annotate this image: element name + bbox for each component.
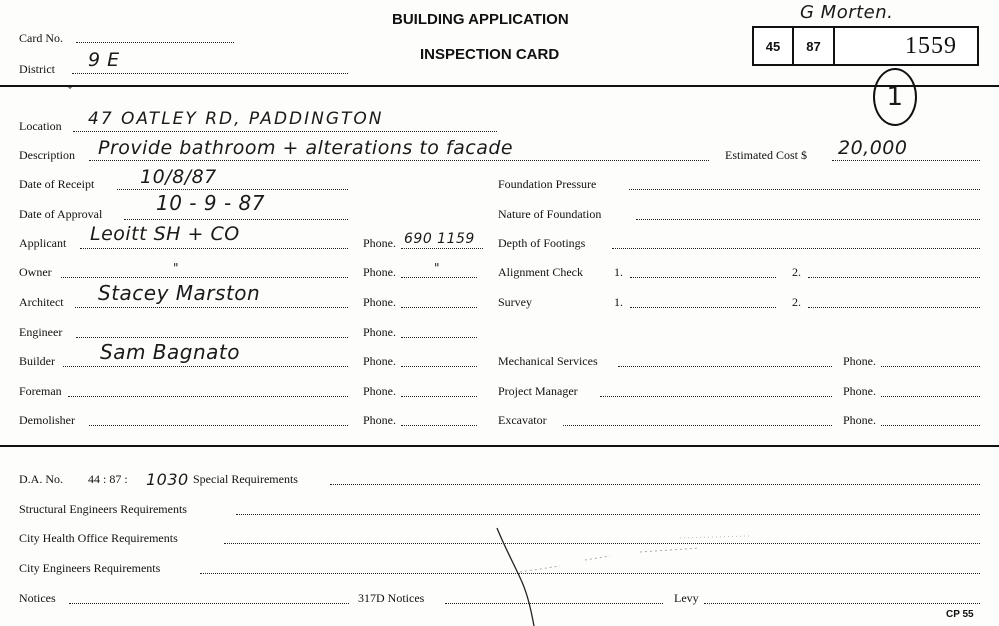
project-manager-phone-label: Phone. bbox=[843, 384, 876, 398]
date-receipt-value: 10/8/87 bbox=[140, 166, 217, 188]
notices-317d-label: 317D Notices bbox=[358, 591, 425, 605]
applicant-phone-value: 690 1159 bbox=[404, 231, 475, 247]
engineers-label: City Engineers Requirements bbox=[19, 561, 161, 575]
applicant-label: Applicant bbox=[19, 236, 67, 250]
owner-label: Owner bbox=[19, 265, 52, 279]
builder-value: Sam Bagnato bbox=[100, 340, 240, 364]
district-label: District bbox=[19, 62, 55, 76]
location-label: Location bbox=[19, 119, 62, 133]
alignment-2-label: 2. bbox=[792, 265, 801, 279]
mechanical-phone-label: Phone. bbox=[843, 354, 876, 368]
excavator-phone-label: Phone. bbox=[843, 413, 876, 427]
depth-footings-label: Depth of Footings bbox=[498, 236, 586, 250]
foreman-phone-label: Phone. bbox=[363, 384, 396, 398]
survey-label: Survey bbox=[498, 295, 532, 309]
structural-label: Structural Engineers Requirements bbox=[19, 502, 187, 516]
da-no-value: 1030 bbox=[146, 470, 189, 489]
card-title-line1: BUILDING APPLICATION bbox=[392, 11, 569, 28]
notices-label: Notices bbox=[19, 591, 56, 605]
alignment-1-label: 1. bbox=[614, 265, 623, 279]
excavator-label: Excavator bbox=[498, 413, 547, 427]
form-code: CP 55 bbox=[946, 609, 974, 620]
card-no-label: Card No. bbox=[19, 31, 63, 45]
architect-value: Stacey Marston bbox=[98, 281, 261, 305]
estimated-cost-label: Estimated Cost $ bbox=[725, 148, 807, 162]
da-no-prefix: 44 : 87 : bbox=[88, 472, 128, 486]
alignment-check-label: Alignment Check bbox=[498, 265, 583, 279]
architect-phone-label: Phone. bbox=[363, 295, 396, 309]
district-value: 9 E bbox=[88, 49, 120, 71]
date-approval-label: Date of Approval bbox=[19, 207, 103, 221]
location-value: 47 OATLEY RD, PADDINGTON bbox=[88, 109, 384, 129]
applicant-phone-label: Phone. bbox=[363, 236, 396, 250]
tick-mark: ˇ bbox=[68, 84, 72, 98]
owner-phone-value: " bbox=[434, 261, 441, 275]
project-manager-label: Project Manager bbox=[498, 384, 578, 398]
survey-2-label: 2. bbox=[792, 295, 801, 309]
description-value: Provide bathroom + alterations to facade bbox=[98, 137, 514, 159]
estimated-cost-value: 20,000 bbox=[838, 137, 908, 159]
applicant-value: Leoitt SH + CO bbox=[90, 223, 240, 245]
foundation-pressure-label: Foundation Pressure bbox=[498, 177, 597, 191]
engineer-label: Engineer bbox=[19, 325, 63, 339]
nature-foundation-label: Nature of Foundation bbox=[498, 207, 602, 221]
card-box-a-value: 45 bbox=[765, 38, 781, 54]
description-label: Description bbox=[19, 148, 75, 162]
special-requirements-label: Special Requirements bbox=[193, 472, 298, 486]
mechanical-label: Mechanical Services bbox=[498, 354, 598, 368]
demolisher-label: Demolisher bbox=[19, 413, 75, 427]
health-label: City Health Office Requirements bbox=[19, 531, 178, 545]
demolisher-phone-label: Phone. bbox=[363, 413, 396, 427]
da-no-label: D.A. No. bbox=[19, 472, 63, 486]
builder-phone-label: Phone. bbox=[363, 354, 396, 368]
levy-label: Levy bbox=[674, 591, 699, 605]
owner-value: " bbox=[173, 261, 180, 275]
date-receipt-label: Date of Receipt bbox=[19, 177, 95, 191]
date-approval-value: 10 - 9 - 87 bbox=[156, 191, 265, 215]
card-title-line2: INSPECTION CARD bbox=[420, 46, 560, 63]
circled-number: 1 bbox=[886, 82, 904, 112]
architect-label: Architect bbox=[19, 295, 64, 309]
survey-1-label: 1. bbox=[614, 295, 623, 309]
builder-label: Builder bbox=[19, 354, 55, 368]
card-box-b-value: 87 bbox=[806, 38, 821, 54]
owner-phone-label: Phone. bbox=[363, 265, 396, 279]
foreman-label: Foreman bbox=[19, 384, 62, 398]
engineer-phone-label: Phone. bbox=[363, 325, 396, 339]
signature: G Morten. bbox=[800, 2, 894, 23]
card-number: 1559 bbox=[905, 32, 957, 59]
